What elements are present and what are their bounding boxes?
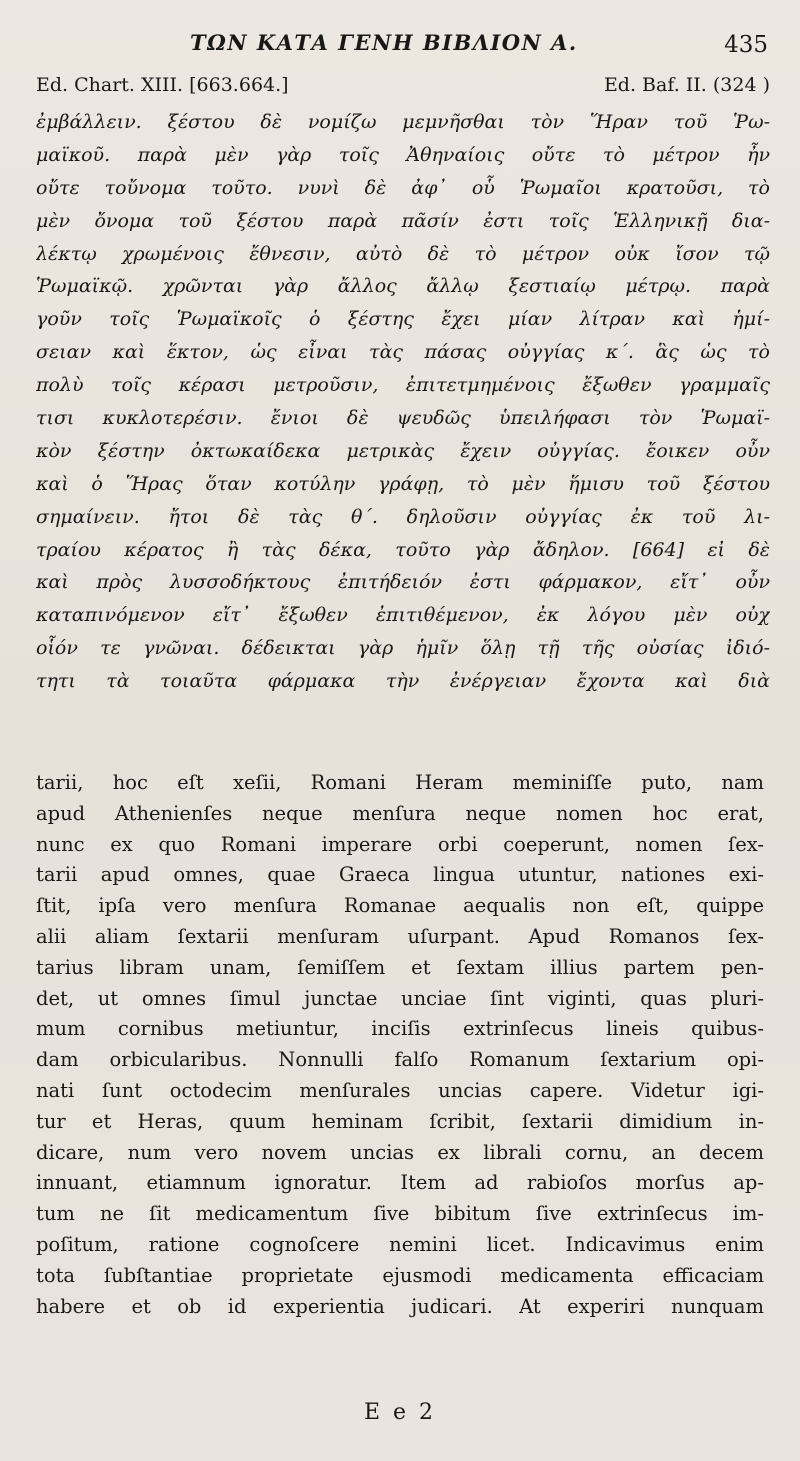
edition-basel-ref: Ed. Baf. II. (324 ) bbox=[603, 74, 770, 96]
greek-text-line: τητι τὰ τοιαῦτα φάρμακα τὴν ἐνέργειαν ἔχοντα καὶ διὰ bbox=[36, 670, 770, 693]
latin-text-block bbox=[36, 768, 764, 1322]
latin-text-line: mum cornibus metiuntur, inciſis extrinſecus lineis quibus- bbox=[36, 1017, 764, 1041]
greek-text-line: σειαν καὶ ἕκτον, ὡς εἶναι τὰς πάσας οὐγγίας κ΄. ἃς ὡς τὸ bbox=[36, 341, 770, 364]
latin-text-line: ſtit, ipſa vero menſura Romanae aequalis non eſt, quippe bbox=[36, 894, 764, 918]
greek-text-line: σημαίνειν. ἤτοι δὲ τὰς θ΄. δηλοῦσιν οὐγγίας ἐκ τοῦ λι- bbox=[36, 505, 770, 528]
latin-text-line: habere et ob id experientia judicari. At experiri nunquam bbox=[36, 1294, 764, 1318]
greek-text-line: γοῦν τοῖς Ῥωμαϊκοῖς ὁ ξέστης ἔχει μίαν λίτραν καὶ ἡμί- bbox=[36, 308, 770, 331]
latin-text-line: tum ne ſit medicamentum ſive bibitum ſive extrinſecus im- bbox=[36, 1202, 764, 1226]
greek-text-line: μὲν ὄνομα τοῦ ξέστου παρὰ πᾶσίν ἐστι τοῖς Ἑλληνικῇ δια- bbox=[36, 209, 770, 232]
latin-text-line: tarius libram unam, ſemiſſem et ſextam illius partem pen- bbox=[36, 955, 764, 979]
latin-text-line: nati ſunt octodecim menſurales uncias capere. Videtur igi- bbox=[36, 1078, 764, 1102]
latin-text-line: det, ut omnes ſimul junctae unciae ſint viginti, quas pluri- bbox=[36, 986, 764, 1010]
edition-reference-line bbox=[36, 74, 770, 102]
latin-text-line: poſitum, ratione cognoſcere nemini licet. Indicavimus enim bbox=[36, 1232, 764, 1256]
greek-text-line: καταπινόμενον εἴτ᾽ ἔξωθεν ἐπιτιθέμενον, ἐκ λόγου μὲν οὐχ bbox=[36, 604, 770, 627]
latin-text-line: alii aliam ſextarii menſuram uſurpant. Apud Romanos ſex- bbox=[36, 924, 764, 948]
greek-text-line: κὸν ξέστην ὀκτωκαίδεκα μετρικὰς ἔχειν οὐγγίας. ἔοικεν οὖν bbox=[36, 439, 770, 462]
greek-text-line: οἷόν τε γνῶναι. δέδεικται γὰρ ἡμῖν ὅλῃ τῇ τῆς οὐσίας ἰδιό- bbox=[36, 637, 770, 660]
latin-text-line: innuant, etiamnum ignoratur. Item ad rabioſos morſus ap- bbox=[36, 1171, 764, 1195]
greek-text-line: καὶ ὁ Ἥρας ὅταν κοτύλην γράφῃ, τὸ μὲν ἥμισυ τοῦ ξέστου bbox=[36, 472, 770, 495]
greek-text-line: πολὺ τοῖς κέρασι μετροῦσιν, ἐπιτετμημένοις ἔξωθεν γραμμαῖς bbox=[36, 374, 770, 397]
greek-text-line: οὔτε τοὔνομα τοῦτο. νυνὶ δὲ ἀφ᾽ οὗ Ῥωμαῖοι κρατοῦσι, τὸ bbox=[36, 176, 770, 199]
latin-text-line: dam orbicularibus. Nonnulli falſo Romanum ſextarium opi- bbox=[36, 1048, 764, 1072]
latin-text-line: tur et Heras, quum heminam ſcribit, ſextarii dimidium in- bbox=[36, 1109, 764, 1133]
greek-text-line: τισι κυκλοτερέσιν. ἔνιοι δὲ ψευδῶς ὑπειλήφασι τὸν Ῥωμαϊ- bbox=[36, 407, 770, 430]
greek-text-line: καὶ πρὸς λυσσοδήκτους ἐπιτήδειόν ἐστι φάρμακον, εἴτ᾽ οὖν bbox=[36, 571, 770, 594]
greek-text-line: τραίου κέρατος ἢ τὰς δέκα, τοῦτο γὰρ ἄδηλον. [664] εἰ δὲ bbox=[36, 538, 770, 561]
running-title: ΤΩΝ ΚΑΤΑ ΓΕΝΗ ΒΙΒΛΙΟΝ Α. bbox=[190, 30, 578, 55]
running-head bbox=[0, 22, 800, 62]
greek-text-line: Ῥωμαϊκῷ. χρῶνται γὰρ ἄλλος ἄλλῳ ξεστιαίῳ μέτρῳ. παρὰ bbox=[36, 275, 770, 298]
greek-text-line: λέκτῳ χρωμένοις ἔθνεσιν, αὐτὸ δὲ τὸ μέτρον οὐκ ἴσον τῷ bbox=[36, 242, 770, 265]
latin-text-line: tarii, hoc eſt xeſii, Romani Heram meminiſſe puto, nam bbox=[36, 771, 764, 794]
greek-text-line: μαϊκοῦ. παρὰ μὲν γὰρ τοῖς Ἀθηναίοις οὔτε τὸ μέτρον ἦν bbox=[36, 143, 770, 166]
latin-text-line: tota ſubſtantiae proprietate ejusmodi medicamenta efficaciam bbox=[36, 1263, 764, 1287]
page-number: 435 bbox=[724, 32, 768, 58]
latin-text-line: nunc ex quo Romani imperare orbi coeperunt, nomen ſex- bbox=[36, 832, 764, 856]
latin-text-line: apud Athenienſes neque menſura neque nomen hoc erat, bbox=[36, 801, 764, 825]
greek-text-line: ἐμβάλλειν. ξέστου δὲ νομίζω μεμνῆσθαι τὸν Ἥραν τοῦ Ῥω- bbox=[36, 111, 770, 133]
greek-text-block bbox=[36, 106, 770, 698]
edition-chartier-ref: Ed. Chart. XIII. [663.664.] bbox=[36, 74, 289, 96]
latin-text-line: dicare, num vero novem uncias ex librali cornu, an decem bbox=[36, 1140, 764, 1164]
latin-text-line: tarii apud omnes, quae Graeca lingua utuntur, nationes exi- bbox=[36, 863, 764, 887]
signature-mark: E e 2 bbox=[363, 1400, 437, 1425]
